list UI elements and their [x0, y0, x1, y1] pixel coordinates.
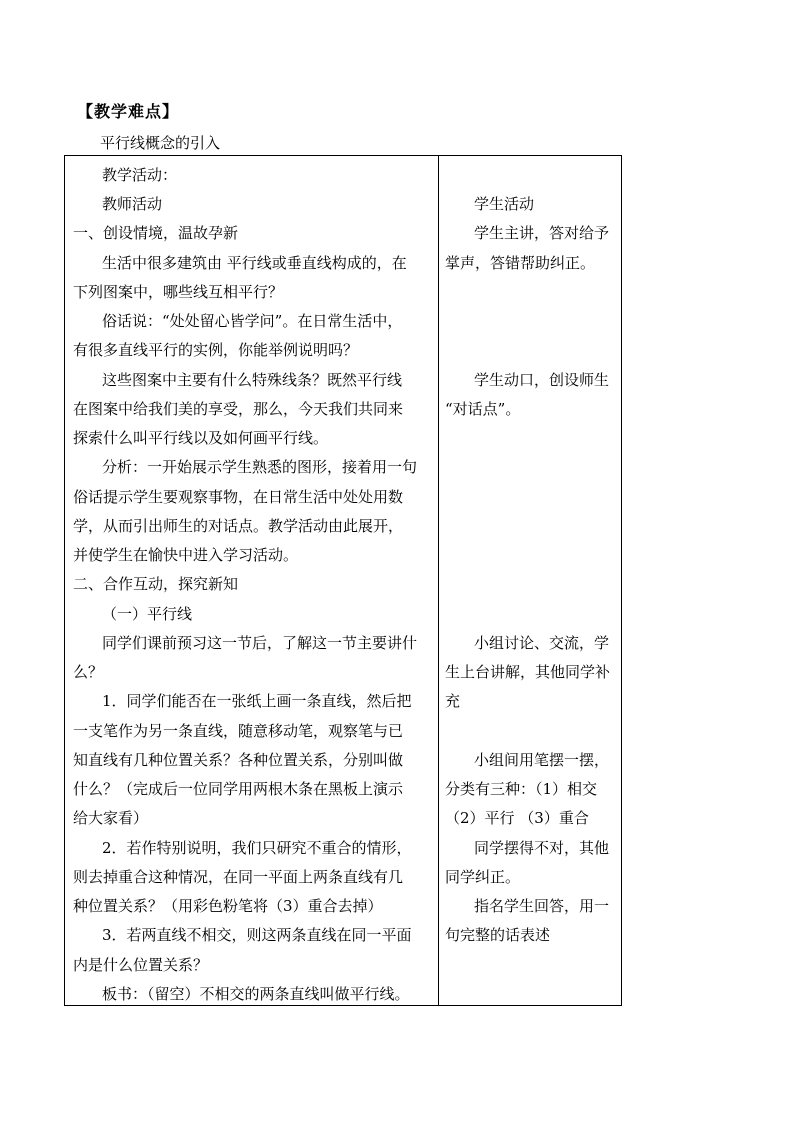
right-line: 同学纠正。 [445, 868, 521, 886]
left-line: 并使学生在愉快中进入学习活动。 [73, 546, 299, 564]
left-line: 2．若作特别说明，我们只研究不重合的情形， [102, 839, 412, 857]
left-line: 知直线有几种位置关系？各种位置关系，分别叫做 [73, 751, 404, 769]
left-line: 一支笔作为另一条直线，随意移动笔，观察笔与已 [73, 722, 404, 740]
left-line: （一）平行线 [102, 605, 193, 623]
left-line: 什么？（完成后一位同学用两根木条在黑板上演示 [73, 780, 404, 798]
right-line: 学生活动 [474, 195, 535, 213]
left-line: 教学活动： [102, 166, 178, 184]
left-line: 俗话说：“处处留心皆学问”。在日常生活中， [102, 312, 403, 330]
right-line: 小组间用笔摆一摆， [474, 751, 610, 769]
left-line: 俗话提示学生要观察事物，在日常生活中处处用数 [73, 488, 404, 506]
right-line: 掌声，答错帮助纠正。 [445, 254, 596, 272]
section-heading: 【教学难点】 [77, 102, 180, 121]
left-line: 有很多直线平行的实例，你能举例说明吗？ [73, 341, 359, 359]
lesson-table [64, 155, 622, 1006]
right-line: 生上台讲解，其他同学补 [445, 663, 611, 681]
left-line: 种位置关系？（用彩色粉笔将（3）重合去掉） [73, 897, 383, 915]
left-line: 探索什么叫平行线以及如何画平行线。 [73, 429, 329, 447]
left-line: 一、创设情境，温故孕新 [73, 224, 239, 242]
left-line: 在图案中给我们美的享受，那么，今天我们共同来 [73, 400, 404, 418]
right-line: 分类有三种：（1）相交 [445, 780, 598, 798]
left-line: 3．若两直线不相交，则这两条直线在同一平面 [102, 926, 412, 944]
column-divider [438, 156, 439, 1005]
right-line: 小组讨论、交流，学 [474, 634, 610, 652]
left-line: 生活中很多建筑由 平行线或垂直线构成的，在 [102, 254, 407, 272]
right-line: “对话点”。 [445, 400, 521, 418]
right-line: 句完整的话表述 [445, 926, 551, 944]
left-line: 板书：（留空）不相交的两条直线叫做平行线。 [102, 985, 410, 1003]
right-line: 学生主讲，答对给予 [474, 224, 610, 242]
left-line: 则去掉重合这种情况，在同一平面上两条直线有几 [73, 868, 404, 886]
section-subheading: 平行线概念的引入 [100, 134, 221, 152]
left-line: 分析：一开始展示学生熟悉的图形，接着用一句 [102, 458, 418, 476]
right-line: 同学摆得不对，其他 [474, 839, 610, 857]
left-line: 这些图案中主要有什么特殊线条？既然平行线 [102, 371, 403, 389]
left-line: 给大家看） [73, 809, 149, 827]
left-line: 二、合作互动，探究新知 [73, 575, 239, 593]
right-line: 指名学生回答，用一 [474, 897, 610, 915]
right-line: （2）平行 （3）重合 [445, 809, 589, 827]
right-line: 学生动口，创设师生 [474, 371, 610, 389]
left-line: 么？ [73, 663, 104, 681]
left-line: 1．同学们能否在一张纸上画一条直线，然后把 [102, 692, 412, 710]
left-line: 下列图案中，哪些线互相平行？ [73, 283, 284, 301]
left-line: 学，从而引出师生的对话点。教学活动由此展开， [73, 517, 404, 535]
left-line: 教师活动 [102, 195, 163, 213]
left-line: 同学们课前预习这一节后，了解这一节主要讲什 [102, 634, 418, 652]
right-line: 充 [445, 692, 461, 710]
left-line: 内是什么位置关系？ [73, 956, 209, 974]
